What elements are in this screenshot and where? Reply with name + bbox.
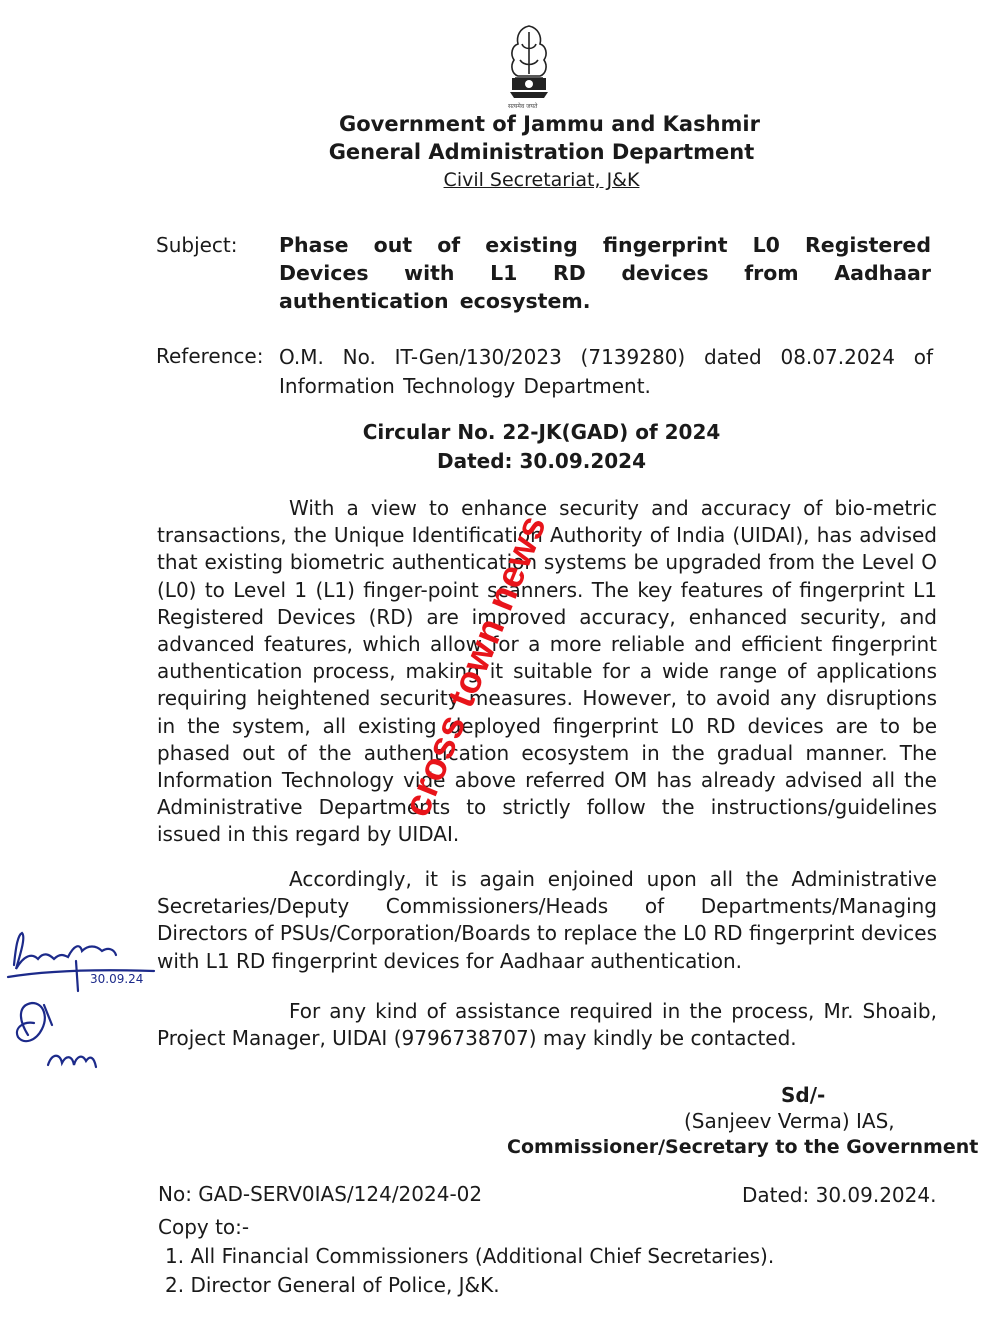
handwritten-date: 30.09.24: [90, 972, 144, 986]
watermark: cross town news: [395, 509, 556, 823]
national-emblem-icon: [500, 22, 558, 108]
reference-label: Reference:: [156, 344, 264, 368]
circular-date: Dated: 30.09.2024: [436, 449, 647, 473]
signatory-designation: Commissioner/Secretary to the Government: [507, 1136, 979, 1158]
body-paragraph-2: Accordingly, it is again enjoined upon all the Administrative Secretaries/Deputy Commissioners/Heads of Departments/Managing Directors of PSUs/Corporation/Boards to replace the L0 RD fingerprint devices with L1 RD fingerprint devices for Aadhaar authentication.: [157, 867, 937, 973]
reference-text: O.M. No. IT-Gen/130/2023 (7139280) dated 08.07.2024 of Information Technology Department.: [279, 345, 933, 398]
handwritten-signature-icon: [4, 925, 164, 1095]
copy-list-item: 2. Director General of Police, J&K.: [165, 1273, 500, 1297]
signature-sd: Sd/-: [781, 1083, 826, 1107]
circular-number: Circular No. 22-JK(GAD) of 2024: [362, 420, 721, 444]
subject-text: Phase out of existing fingerprint L0 Registered Devices with L1 RD devices from Aadhaar authentication ecosystem.: [279, 233, 931, 313]
copy-to-label: Copy to:-: [158, 1215, 250, 1239]
footer-date: Dated: 30.09.2024.: [742, 1183, 937, 1207]
body-paragraph-1: With a view to enhance security and accuracy of bio-metric transactions, the Unique Identification Authority of India (UIDAI), has advised that existing biometric authentication systems be upgraded from the Level O (L0) to Level 1 (L1) finger-point scanners. The key features of fingerprint L1 Registered Devices (RD) are improved accuracy, enhanced security, and advanced features, which allow for a more reliable and efficient fingerprint authentication process, making it suitable for a wide range of applications requiring heightened security measures. However, to avoid any disruptions in the system, all existing deployed fingerprint L0 RD devices are to be phased out of the authentication ecosystem in the gradual manner. The Information Technology vide above referred OM has already advised all the Administrative Departments to strictly follow the instructions/guidelines issued in this regard by UIDAI.: [157, 496, 937, 847]
subject-label: Subject:: [156, 233, 238, 257]
department-title: General Administration Department: [328, 140, 755, 164]
government-title: Government of Jammu and Kashmir: [338, 112, 760, 136]
emblem-motto: सत्यमेव जयते: [508, 103, 538, 110]
body-paragraph-3: For any kind of assistance required in the process, Mr. Shoaib, Project Manager, UIDAI (9796738707) may kindly be contacted.: [157, 999, 937, 1051]
copy-list-item: 1. All Financial Commissioners (Additional Chief Secretaries).: [165, 1244, 775, 1268]
secretariat-title: Civil Secretariat, J&K: [443, 169, 640, 191]
reference-number: No: GAD-SERV0IAS/124/2024-02: [158, 1182, 483, 1206]
signatory-name: (Sanjeev Verma) IAS,: [684, 1109, 895, 1133]
